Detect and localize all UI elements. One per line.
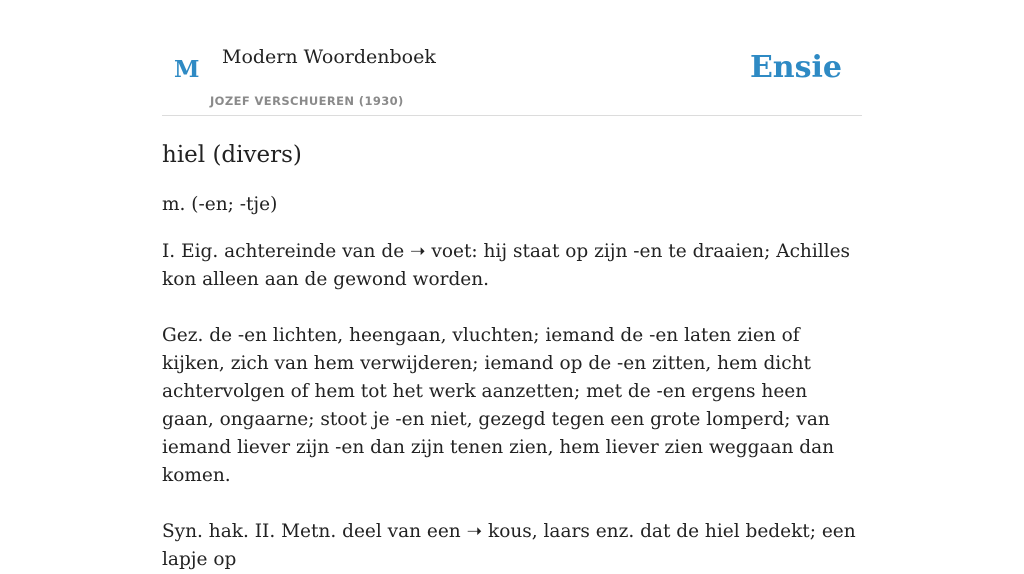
paragraph-text: : hij staat op zijn -en te draaien; Achilles kon alleen aan de gewond worden. — [162, 241, 851, 290]
paragraph-text: Gez. de -en lichten, heengaan, vluchten; iemand de -en laten zien of kijken, zich van hem verwijderen; iemand op de -en zitten, hem dicht achtervolgen of hem tot het werk aanzetten; met de -en ergens heen gaan, ongaarne; stoot je -en niet, gezegd tegen een grote lomperd; van iemand liever zijn -en dan zijn tenen zien, hem liever zien weggaan dan komen. — [162, 325, 835, 486]
paragraph-text: Syn. hak. II. Metn. deel van een — [162, 521, 467, 542]
entry-paragraph-3 — [162, 518, 862, 574]
dictionary-title-link[interactable]: Modern Woordenboek — [222, 46, 436, 68]
paragraph-text: I. Eig. achtereinde van de — [162, 241, 411, 262]
ensie-logo-link[interactable]: Ensie — [749, 50, 842, 85]
entry-paragraph-2 — [162, 322, 862, 490]
entry-title: hiel (divers) — [162, 142, 302, 168]
dictionary-header — [162, 36, 862, 116]
dictionary-logo[interactable]: M — [174, 56, 200, 83]
entry-content — [162, 140, 862, 574]
paragraph-text: , laars enz. dat de hiel bedekt; een lapje op — [162, 521, 856, 570]
entry-paragraph-1 — [162, 238, 862, 294]
cross-reference-link-kous[interactable]: ➝ kous — [466, 521, 532, 542]
dictionary-author: JOZEF VERSCHUEREN (1930) — [210, 94, 404, 108]
entry-grammar: m. (-en; -tje) — [162, 194, 278, 215]
cross-reference-link-voet[interactable]: ➝ voet — [410, 241, 472, 262]
